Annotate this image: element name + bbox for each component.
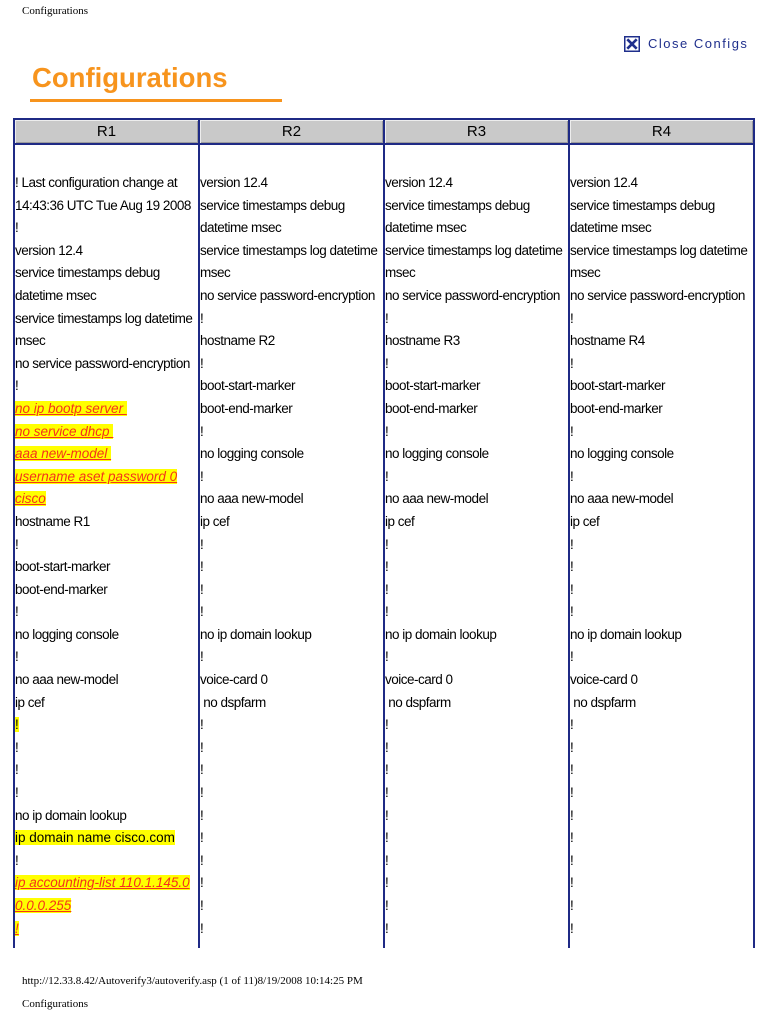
config-line-text: ! bbox=[15, 378, 19, 394]
config-line-text: ! bbox=[570, 581, 574, 597]
config-line-text: service timestamps log datetime bbox=[570, 242, 748, 258]
config-line-text: ! bbox=[385, 920, 389, 936]
config-line-text: ip accounting-list 110.1.145.0 bbox=[15, 875, 190, 891]
config-line bbox=[385, 872, 568, 895]
config-line bbox=[200, 285, 383, 308]
config-line-text: ! bbox=[385, 739, 389, 755]
config-line bbox=[200, 646, 383, 669]
config-line-text: boot-start-marker bbox=[15, 559, 111, 575]
config-line-text: no ip domain lookup bbox=[15, 807, 127, 823]
config-line-text: ! bbox=[385, 581, 389, 597]
config-line bbox=[15, 398, 198, 421]
config-line bbox=[570, 624, 753, 647]
config-column-r2 bbox=[200, 120, 385, 948]
config-line bbox=[570, 262, 753, 285]
config-line bbox=[570, 646, 753, 669]
config-line-text: datetime msec bbox=[570, 220, 652, 236]
config-line-text: ! bbox=[570, 920, 574, 936]
config-line-text: version 12.4 bbox=[15, 242, 83, 258]
config-columns bbox=[15, 120, 753, 948]
config-line-text: datetime msec bbox=[200, 220, 282, 236]
config-line bbox=[570, 330, 753, 353]
column-header-r4: R4 bbox=[570, 120, 753, 145]
config-line-text: ! bbox=[200, 739, 204, 755]
config-line-text: ! bbox=[200, 852, 204, 868]
config-line bbox=[385, 737, 568, 760]
config-line-text: ! bbox=[385, 830, 389, 846]
config-line bbox=[200, 669, 383, 692]
config-line bbox=[15, 330, 198, 353]
config-line-text: no dspfarm bbox=[200, 694, 266, 710]
config-line-text: no logging console bbox=[570, 446, 674, 462]
config-line-text: ! bbox=[570, 423, 574, 439]
config-line-text: ! Last configuration change at bbox=[15, 175, 178, 190]
config-line-text: boot-start-marker bbox=[200, 378, 296, 394]
config-line bbox=[570, 601, 753, 624]
config-line-text: ! bbox=[200, 649, 204, 665]
config-line bbox=[570, 240, 753, 263]
config-line bbox=[570, 692, 753, 715]
config-line bbox=[385, 217, 568, 240]
config-line-text: ip cef bbox=[15, 694, 45, 710]
config-line-text: ! bbox=[15, 717, 19, 733]
config-line-text: ! bbox=[200, 785, 204, 801]
config-line-text: no aaa new-model bbox=[15, 672, 119, 688]
config-line bbox=[200, 511, 383, 534]
config-line bbox=[15, 443, 198, 466]
config-line-text: ! bbox=[570, 717, 574, 733]
config-line bbox=[200, 579, 383, 602]
config-line bbox=[570, 918, 753, 941]
config-line bbox=[385, 895, 568, 918]
config-line-text: ! bbox=[200, 875, 204, 891]
column-header-r3: R3 bbox=[385, 120, 568, 145]
config-line-text: datetime msec bbox=[385, 220, 467, 236]
config-line-text: no aaa new-model bbox=[570, 491, 674, 507]
config-line bbox=[200, 375, 383, 398]
config-line-text: ! bbox=[570, 830, 574, 846]
config-line bbox=[15, 782, 198, 805]
config-line bbox=[200, 353, 383, 376]
config-line bbox=[570, 895, 753, 918]
config-line bbox=[200, 172, 383, 195]
config-line bbox=[200, 872, 383, 895]
config-line bbox=[15, 692, 198, 715]
config-line-text: boot-end-marker bbox=[570, 400, 663, 416]
config-line-text: hostname R1 bbox=[15, 513, 90, 529]
config-line-text: hostname R4 bbox=[570, 333, 645, 349]
config-line bbox=[570, 398, 753, 421]
config-line bbox=[570, 534, 753, 557]
config-line bbox=[200, 262, 383, 285]
config-line bbox=[200, 466, 383, 489]
config-line-text: ! bbox=[570, 604, 574, 620]
config-line-text: ! bbox=[570, 875, 574, 891]
config-line-text: ! bbox=[15, 920, 19, 936]
config-line-text: boot-start-marker bbox=[570, 378, 666, 394]
config-line-text: msec bbox=[200, 265, 231, 281]
config-line-text: ! bbox=[15, 762, 19, 778]
config-line bbox=[385, 488, 568, 511]
print-footer-url: http://12.33.8.42/Autoverify3/autoverify.asp (1 of 11)8/19/2008 10:14:25 PM bbox=[22, 975, 363, 987]
config-line-text: ! bbox=[15, 785, 19, 801]
config-line bbox=[200, 850, 383, 873]
config-text-r2 bbox=[200, 145, 383, 940]
config-line bbox=[385, 827, 568, 850]
config-line-text: ! bbox=[385, 717, 389, 733]
config-line bbox=[570, 195, 753, 218]
config-line bbox=[570, 466, 753, 489]
config-line-text: cisco bbox=[15, 491, 46, 507]
config-line bbox=[385, 195, 568, 218]
config-line-text: no ip bootp server bbox=[15, 400, 127, 416]
config-line-text: msec bbox=[570, 265, 601, 281]
config-line bbox=[15, 421, 198, 444]
config-line-text: no logging console bbox=[200, 446, 304, 462]
config-line-text: ! bbox=[385, 875, 389, 891]
config-line-text: username aset password 0 bbox=[15, 468, 178, 484]
config-line-text: ! bbox=[385, 468, 389, 484]
config-line bbox=[200, 624, 383, 647]
config-line bbox=[385, 308, 568, 331]
config-line-text: no service password-encryption bbox=[200, 287, 375, 303]
config-text-r1 bbox=[15, 145, 198, 940]
config-line bbox=[385, 534, 568, 557]
config-line-text: ! bbox=[570, 310, 574, 326]
config-line-text: ! bbox=[385, 785, 389, 801]
config-line-text: boot-start-marker bbox=[385, 378, 481, 394]
config-line-text: version 12.4 bbox=[385, 175, 453, 190]
config-line bbox=[570, 308, 753, 331]
config-line bbox=[200, 240, 383, 263]
column-header-r2: R2 bbox=[200, 120, 383, 145]
config-line bbox=[385, 579, 568, 602]
config-line-text: voice-card 0 bbox=[200, 672, 268, 688]
config-table bbox=[13, 118, 755, 948]
config-line-text: ! bbox=[200, 310, 204, 326]
config-line bbox=[570, 488, 753, 511]
config-line bbox=[15, 805, 198, 828]
config-line bbox=[15, 872, 198, 895]
config-line-text: ! bbox=[385, 423, 389, 439]
config-line bbox=[570, 782, 753, 805]
config-column-r4 bbox=[570, 120, 753, 948]
config-line bbox=[15, 759, 198, 782]
config-line bbox=[570, 285, 753, 308]
config-line bbox=[385, 240, 568, 263]
config-line-text: ! bbox=[570, 355, 574, 371]
config-line bbox=[200, 330, 383, 353]
config-line bbox=[15, 601, 198, 624]
config-line-text: datetime msec bbox=[15, 287, 97, 303]
config-text-r4 bbox=[570, 145, 753, 940]
config-line-text: ! bbox=[385, 807, 389, 823]
config-line-text: no dspfarm bbox=[570, 694, 636, 710]
config-line-text: no ip domain lookup bbox=[385, 626, 497, 642]
config-line-text: aaa new-model bbox=[15, 446, 112, 462]
config-line bbox=[200, 692, 383, 715]
config-line-text: ! bbox=[200, 920, 204, 936]
config-line bbox=[385, 353, 568, 376]
config-line bbox=[200, 421, 383, 444]
config-line bbox=[15, 353, 198, 376]
config-column-r1 bbox=[15, 120, 200, 948]
config-line-text: ! bbox=[200, 559, 204, 575]
config-line-text: voice-card 0 bbox=[385, 672, 453, 688]
config-line bbox=[15, 375, 198, 398]
config-line-text: ! bbox=[200, 717, 204, 733]
config-line-text: no ip domain lookup bbox=[570, 626, 682, 642]
config-line-text: no aaa new-model bbox=[200, 491, 304, 507]
config-line bbox=[200, 398, 383, 421]
config-line-text: no aaa new-model bbox=[385, 491, 489, 507]
config-line-text: ! bbox=[385, 852, 389, 868]
config-line-text: service timestamps debug bbox=[200, 197, 345, 213]
config-line-text: ! bbox=[385, 604, 389, 620]
config-line-text: no dspfarm bbox=[385, 694, 451, 710]
title-underline bbox=[30, 99, 282, 102]
config-line bbox=[570, 353, 753, 376]
config-line-text: msec bbox=[385, 265, 416, 281]
config-line-text: ! bbox=[385, 536, 389, 552]
config-line-text: boot-end-marker bbox=[15, 581, 108, 597]
config-line-text: ! bbox=[570, 852, 574, 868]
config-line bbox=[15, 511, 198, 534]
config-line-text: ! bbox=[200, 807, 204, 823]
config-line bbox=[15, 850, 198, 873]
page-title: Configurations bbox=[32, 62, 228, 93]
config-line bbox=[15, 737, 198, 760]
config-line-text: service timestamps log datetime bbox=[15, 310, 193, 326]
config-line-text: ! bbox=[385, 310, 389, 326]
config-line bbox=[15, 172, 198, 195]
config-line-text: hostname R3 bbox=[385, 333, 460, 349]
config-line bbox=[200, 217, 383, 240]
config-line-text: ! bbox=[385, 649, 389, 665]
config-line bbox=[15, 895, 198, 918]
config-line bbox=[15, 262, 198, 285]
config-line-text: ip cef bbox=[200, 513, 230, 529]
config-line bbox=[385, 646, 568, 669]
config-line bbox=[15, 285, 198, 308]
config-line-text: service timestamps log datetime bbox=[200, 242, 378, 258]
config-line bbox=[570, 579, 753, 602]
config-line bbox=[15, 488, 198, 511]
config-line bbox=[200, 714, 383, 737]
config-line bbox=[385, 624, 568, 647]
column-header-r1: R1 bbox=[15, 120, 198, 145]
config-line bbox=[385, 601, 568, 624]
config-line bbox=[200, 308, 383, 331]
config-line bbox=[570, 375, 753, 398]
print-header-title: Configurations bbox=[22, 5, 88, 17]
config-line bbox=[570, 850, 753, 873]
config-line-text: ! bbox=[570, 807, 574, 823]
config-line-text: ! bbox=[570, 785, 574, 801]
config-line-text: service timestamps debug bbox=[570, 197, 715, 213]
config-line bbox=[15, 646, 198, 669]
config-line-text: ! bbox=[200, 423, 204, 439]
config-line-text: service timestamps debug bbox=[15, 265, 160, 281]
config-line-text: ! bbox=[200, 536, 204, 552]
close-configs-label[interactable]: Close Configs bbox=[648, 36, 749, 51]
config-line-text: ! bbox=[15, 536, 19, 552]
config-line bbox=[200, 195, 383, 218]
config-line bbox=[200, 895, 383, 918]
config-line bbox=[570, 511, 753, 534]
config-line-text: ! bbox=[570, 898, 574, 913]
config-line bbox=[200, 556, 383, 579]
config-line-text: ! bbox=[200, 604, 204, 620]
config-line bbox=[15, 556, 198, 579]
config-line-text: boot-end-marker bbox=[385, 400, 478, 416]
config-line bbox=[570, 737, 753, 760]
config-line bbox=[385, 375, 568, 398]
config-line bbox=[570, 217, 753, 240]
config-line bbox=[385, 172, 568, 195]
config-line-text: ! bbox=[570, 762, 574, 778]
config-line-text: no service dhcp bbox=[15, 423, 114, 439]
config-line-text: ! bbox=[200, 898, 204, 913]
config-line bbox=[15, 534, 198, 557]
config-line-text: ! bbox=[15, 604, 19, 620]
config-line bbox=[200, 737, 383, 760]
config-line bbox=[200, 443, 383, 466]
config-line-text: ! bbox=[385, 355, 389, 371]
config-line bbox=[15, 217, 198, 240]
config-line bbox=[15, 466, 198, 489]
config-line bbox=[570, 669, 753, 692]
config-line bbox=[570, 556, 753, 579]
config-line-text: ! bbox=[385, 559, 389, 575]
config-line-text: ip domain name cisco.com bbox=[15, 830, 175, 846]
config-line bbox=[570, 172, 753, 195]
config-line bbox=[15, 579, 198, 602]
config-line-text: ! bbox=[385, 898, 389, 913]
config-line bbox=[385, 466, 568, 489]
config-line-text: ! bbox=[15, 852, 19, 868]
config-line-text: ip cef bbox=[385, 513, 415, 529]
config-line bbox=[385, 714, 568, 737]
config-line-text: no ip domain lookup bbox=[200, 626, 312, 642]
config-column-r3 bbox=[385, 120, 570, 948]
config-line-text: ! bbox=[200, 830, 204, 846]
config-line-text: ! bbox=[385, 762, 389, 778]
config-line-text: hostname R2 bbox=[200, 333, 275, 349]
config-line bbox=[385, 805, 568, 828]
config-line bbox=[385, 511, 568, 534]
config-line-text: service timestamps log datetime bbox=[385, 242, 563, 258]
config-line-text: ! bbox=[570, 559, 574, 575]
config-line-text: service timestamps debug bbox=[385, 197, 530, 213]
close-box-icon[interactable] bbox=[624, 36, 640, 52]
config-line bbox=[15, 827, 198, 850]
config-line bbox=[15, 195, 198, 218]
config-line-text: ! bbox=[200, 762, 204, 778]
config-line-text: 14:43:36 UTC Tue Aug 19 2008 bbox=[15, 197, 191, 213]
config-line bbox=[570, 805, 753, 828]
config-line bbox=[15, 308, 198, 331]
config-text-r3 bbox=[385, 145, 568, 940]
config-line bbox=[385, 759, 568, 782]
config-line-text: ip cef bbox=[570, 513, 600, 529]
config-line bbox=[15, 624, 198, 647]
config-line-text: 0.0.0.255 bbox=[15, 898, 72, 913]
config-line bbox=[385, 285, 568, 308]
config-line bbox=[385, 398, 568, 421]
config-line bbox=[570, 714, 753, 737]
print-footer-title: Configurations bbox=[22, 998, 88, 1010]
config-line bbox=[385, 850, 568, 873]
config-line bbox=[15, 669, 198, 692]
config-line-text: boot-end-marker bbox=[200, 400, 293, 416]
config-line bbox=[570, 759, 753, 782]
config-line bbox=[385, 669, 568, 692]
config-line bbox=[200, 805, 383, 828]
config-line bbox=[385, 556, 568, 579]
config-line bbox=[385, 330, 568, 353]
config-line bbox=[200, 488, 383, 511]
config-line-text: version 12.4 bbox=[200, 175, 268, 190]
config-line-text: no logging console bbox=[385, 446, 489, 462]
config-line bbox=[570, 827, 753, 850]
config-line-text: ! bbox=[200, 581, 204, 597]
config-line bbox=[570, 421, 753, 444]
config-line-text: voice-card 0 bbox=[570, 672, 638, 688]
config-line bbox=[385, 443, 568, 466]
config-line-text: ! bbox=[15, 739, 19, 755]
config-line-text: ! bbox=[200, 468, 204, 484]
config-line-text: version 12.4 bbox=[570, 175, 638, 190]
config-line-text: ! bbox=[570, 536, 574, 552]
config-line-text: msec bbox=[15, 333, 46, 349]
config-line bbox=[570, 443, 753, 466]
close-configs-link[interactable] bbox=[624, 36, 748, 52]
config-line-text: ! bbox=[570, 468, 574, 484]
config-line-text: no service password-encryption bbox=[385, 287, 560, 303]
config-line bbox=[15, 714, 198, 737]
config-line-text: ! bbox=[570, 739, 574, 755]
config-line bbox=[200, 534, 383, 557]
config-line bbox=[15, 240, 198, 263]
config-line bbox=[385, 421, 568, 444]
config-line bbox=[385, 782, 568, 805]
config-line-text: no service password-encryption bbox=[570, 287, 745, 303]
config-line bbox=[200, 782, 383, 805]
config-line bbox=[570, 872, 753, 895]
config-line bbox=[200, 827, 383, 850]
config-line-text: ! bbox=[15, 649, 19, 665]
config-line-text: ! bbox=[15, 220, 19, 236]
config-line bbox=[385, 918, 568, 941]
config-line bbox=[385, 262, 568, 285]
config-line-text: no service password-encryption bbox=[15, 355, 190, 371]
config-line bbox=[200, 918, 383, 941]
config-line-text: ! bbox=[570, 649, 574, 665]
config-line bbox=[15, 918, 198, 941]
config-line-text: ! bbox=[200, 355, 204, 371]
config-line bbox=[200, 601, 383, 624]
config-line bbox=[385, 692, 568, 715]
config-line-text: no logging console bbox=[15, 626, 119, 642]
config-line bbox=[200, 759, 383, 782]
